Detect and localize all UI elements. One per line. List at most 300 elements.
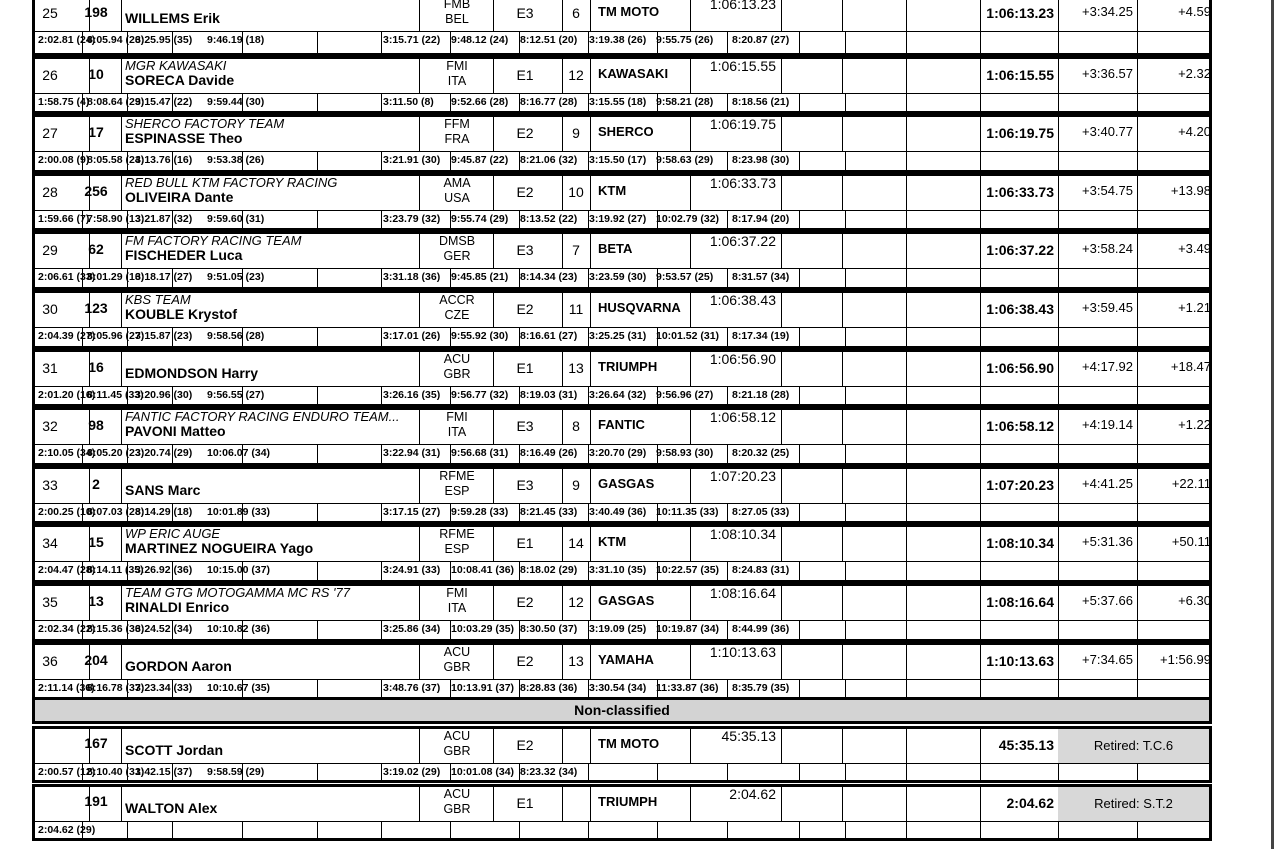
column-divider xyxy=(906,32,907,53)
split-time: 3:42.15 (37) xyxy=(135,766,193,779)
rider-motorcycle: TRIUMPH xyxy=(598,358,658,374)
column-divider xyxy=(1137,621,1138,642)
gap-to-leader: +1.21 xyxy=(1178,300,1211,315)
column-divider xyxy=(799,32,800,53)
column-divider xyxy=(419,410,420,444)
column-divider xyxy=(519,822,520,841)
rider-time: 1:06:15.55 xyxy=(709,57,776,74)
class-rank: 13 xyxy=(568,359,584,376)
class-rank: 13 xyxy=(568,652,584,669)
column-divider xyxy=(980,621,981,642)
split-time: 11:33.87 (36) xyxy=(656,681,719,694)
split-time: 9:52.66 (28) xyxy=(451,95,509,108)
rider-team: WP ERIC AUGE xyxy=(125,526,221,542)
column-divider xyxy=(317,269,318,290)
gap-to-previous: +4:41.25 xyxy=(1082,475,1133,491)
column-divider xyxy=(419,293,420,327)
split-time: 8:07.03 (28) xyxy=(87,505,145,518)
split-time: 8:35.79 (35) xyxy=(732,681,790,694)
row-divider xyxy=(35,386,1209,387)
column-divider xyxy=(121,787,122,821)
rider-nationality: GBR xyxy=(443,366,471,381)
split-time: 2:00.08 (9) xyxy=(38,154,90,167)
rider-motorcycle: HUSQVARNA xyxy=(598,300,681,315)
rider-name: MARTINEZ NOGUEIRA Yago xyxy=(125,540,314,557)
column-divider xyxy=(727,152,728,173)
column-divider xyxy=(727,328,728,349)
column-divider xyxy=(799,211,800,232)
column-divider xyxy=(381,562,382,583)
rider-position: 29 xyxy=(42,242,58,259)
row-divider xyxy=(35,151,1209,152)
split-time: 8:13.52 (22) xyxy=(520,212,578,225)
column-divider xyxy=(906,469,907,503)
rider-time: 1:06:38.43 xyxy=(709,292,776,308)
rider-federation: ACU xyxy=(443,729,471,744)
row-divider xyxy=(35,679,1209,680)
split-time: 8:20.32 (25) xyxy=(732,447,790,460)
split-time: 8:08.64 (29) xyxy=(87,95,145,108)
split-time: 8:18.02 (29) xyxy=(520,564,578,577)
rider-federation: RFME xyxy=(439,527,475,542)
rider-federation: ACU xyxy=(443,351,471,366)
rider-nationality: GBR xyxy=(443,802,471,817)
column-divider xyxy=(381,680,382,701)
column-divider xyxy=(317,211,318,232)
column-divider xyxy=(1137,387,1138,408)
column-divider xyxy=(1137,504,1138,525)
rider-team: TEAM GTG MOTOGAMMA MC RS '77 xyxy=(125,585,350,600)
split-time: 8:21.45 (33) xyxy=(520,505,578,518)
column-divider xyxy=(980,822,981,841)
rider-name: RINALDI Enrico xyxy=(125,599,230,615)
column-divider xyxy=(317,680,318,701)
split-time: 9:53.38 (26) xyxy=(207,154,265,167)
split-time: 8:28.83 (36) xyxy=(520,681,578,694)
column-divider xyxy=(419,586,420,620)
column-divider xyxy=(906,787,907,821)
column-divider xyxy=(657,822,658,841)
column-divider xyxy=(317,822,318,841)
column-divider xyxy=(906,94,907,115)
column-divider xyxy=(590,59,591,93)
rider-motorcycle: BETA xyxy=(598,241,633,257)
column-divider xyxy=(781,645,782,679)
column-divider xyxy=(842,0,843,31)
column-divider xyxy=(781,729,782,763)
rider-federation: ACU xyxy=(443,787,471,802)
column-divider xyxy=(842,352,843,386)
split-time: 2:10.05 (34) xyxy=(38,447,96,460)
split-time: 10:06.07 (34) xyxy=(207,447,271,460)
rider-time: 1:06:19.75 xyxy=(709,116,776,133)
gap-to-leader: +1:56.99 xyxy=(1160,651,1211,667)
column-divider xyxy=(419,352,420,386)
column-divider xyxy=(781,469,782,503)
rider-position: 31 xyxy=(42,359,58,376)
gap-to-previous: +3:36.57 xyxy=(1082,65,1133,81)
column-divider xyxy=(980,328,981,349)
split-time: 2:04.39 (27) xyxy=(38,330,96,342)
rider-number: 204 xyxy=(84,651,108,668)
rider-number: 62 xyxy=(88,241,104,258)
column-divider xyxy=(980,32,981,53)
rider-team: FANTIC FACTORY RACING ENDURO TEAM... xyxy=(125,409,400,425)
row-divider xyxy=(35,268,1209,269)
column-divider xyxy=(493,293,494,327)
class-rank: 8 xyxy=(572,418,580,435)
column-divider xyxy=(493,586,494,620)
column-divider xyxy=(845,152,846,173)
rider-time: 45:35.13 xyxy=(721,728,776,745)
split-time: 9:48.12 (24) xyxy=(451,34,509,46)
split-time: 3:20.70 (29) xyxy=(589,447,647,460)
column-divider xyxy=(1137,269,1138,290)
column-divider xyxy=(1058,504,1059,525)
split-time: 8:44.99 (36) xyxy=(732,623,790,635)
rider-position: 26 xyxy=(42,66,58,83)
split-time: 3:31.18 (36) xyxy=(383,271,441,284)
rider-class: E3 xyxy=(516,242,534,259)
rider-name: PAVONI Matteo xyxy=(125,423,226,440)
rider-motorcycle: TM MOTO xyxy=(598,736,660,752)
rider-block xyxy=(32,173,1212,232)
rider-name: OLIVEIRA Dante xyxy=(125,188,234,205)
column-divider xyxy=(317,621,318,642)
column-divider xyxy=(1058,680,1059,701)
split-time: 9:58.93 (30) xyxy=(656,447,714,460)
column-divider xyxy=(121,59,122,93)
column-divider xyxy=(906,445,907,466)
split-time: 3:23.59 (30) xyxy=(589,271,647,284)
column-divider xyxy=(381,764,382,783)
column-divider xyxy=(781,234,782,268)
column-divider xyxy=(906,527,907,561)
total-time: 1:08:16.64 xyxy=(986,594,1054,610)
column-divider xyxy=(842,645,843,679)
rider-class: E3 xyxy=(516,418,534,435)
column-divider xyxy=(493,234,494,268)
rider-time: 1:10:13.63 xyxy=(709,643,776,660)
column-divider xyxy=(845,328,846,349)
column-divider xyxy=(727,94,728,115)
retired-status: Retired: S.T.2 xyxy=(1058,787,1209,821)
split-time: 10:02.79 (32) xyxy=(656,212,720,225)
class-rank: 6 xyxy=(572,5,580,21)
column-divider xyxy=(799,621,800,642)
rider-nationality: ESP xyxy=(444,542,470,557)
column-divider xyxy=(799,445,800,466)
rider-motorcycle: GASGAS xyxy=(598,475,655,491)
column-divider xyxy=(1058,822,1059,841)
rider-motorcycle: KTM xyxy=(598,534,627,550)
column-divider xyxy=(493,117,494,151)
gap-to-leader: +3.49 xyxy=(1178,241,1211,257)
column-divider xyxy=(980,152,981,173)
split-time: 8:20.87 (27) xyxy=(732,34,790,46)
column-divider xyxy=(317,562,318,583)
column-divider xyxy=(845,32,846,53)
rider-class: E1 xyxy=(516,66,534,83)
column-divider xyxy=(799,680,800,701)
column-divider xyxy=(980,680,981,701)
column-divider xyxy=(980,562,981,583)
column-divider xyxy=(493,787,494,821)
column-divider xyxy=(121,410,122,444)
total-time: 1:06:37.22 xyxy=(986,242,1054,259)
split-time: 8:14.34 (23) xyxy=(520,271,578,284)
rider-number: 123 xyxy=(84,300,108,316)
column-divider xyxy=(419,469,420,503)
rider-block xyxy=(32,0,1212,56)
column-divider xyxy=(842,469,843,503)
split-time: 9:45.87 (22) xyxy=(451,154,509,167)
rider-block xyxy=(32,290,1212,349)
column-divider xyxy=(121,586,122,620)
column-divider xyxy=(1137,562,1138,583)
total-time: 1:06:15.55 xyxy=(986,66,1054,83)
gap-to-previous: +4:17.92 xyxy=(1082,358,1133,374)
column-divider xyxy=(172,822,173,841)
rider-name: WALTON Alex xyxy=(125,800,218,817)
column-divider xyxy=(590,410,591,444)
column-divider xyxy=(906,387,907,408)
column-divider xyxy=(842,586,843,620)
rider-federation: FMB xyxy=(443,0,471,11)
split-time: 10:01.89 (33) xyxy=(207,505,271,518)
rider-position: 28 xyxy=(42,183,58,200)
column-divider xyxy=(1058,562,1059,583)
column-divider xyxy=(317,32,318,53)
split-time: 3:26.92 (36) xyxy=(135,564,193,577)
column-divider xyxy=(121,527,122,561)
rider-number: 13 xyxy=(88,593,104,609)
column-divider xyxy=(906,562,907,583)
rider-block xyxy=(32,642,1212,701)
split-time: 8:19.03 (31) xyxy=(520,388,578,401)
column-divider xyxy=(381,822,382,841)
rider-time: 1:07:20.23 xyxy=(709,467,776,484)
split-time: 10:01.52 (31) xyxy=(656,330,720,342)
column-divider xyxy=(1058,621,1059,642)
column-divider xyxy=(799,387,800,408)
column-divider xyxy=(590,352,591,386)
column-divider xyxy=(906,504,907,525)
split-time: 3:24.52 (34) xyxy=(135,623,193,635)
rider-nationality: ITA xyxy=(447,425,467,440)
split-time: 8:16.49 (26) xyxy=(520,447,578,460)
total-time: 1:08:10.34 xyxy=(986,535,1054,552)
split-time: 3:25.95 (35) xyxy=(135,34,193,46)
column-divider xyxy=(906,269,907,290)
column-divider xyxy=(727,387,728,408)
split-time: 3:23.79 (32) xyxy=(383,212,441,225)
column-divider xyxy=(121,293,122,327)
column-divider xyxy=(381,32,382,53)
total-time: 1:06:38.43 xyxy=(986,301,1054,317)
total-time: 1:06:13.23 xyxy=(986,5,1054,21)
column-divider xyxy=(799,822,800,841)
row-divider xyxy=(35,763,1209,764)
split-time: 8:15.36 (36) xyxy=(87,623,145,635)
column-divider xyxy=(906,211,907,232)
column-divider xyxy=(845,504,846,525)
column-divider xyxy=(121,352,122,386)
rider-motorcycle: YAMAHA xyxy=(598,651,654,667)
column-divider xyxy=(799,328,800,349)
split-time: 9:58.56 (28) xyxy=(207,330,265,342)
column-divider xyxy=(493,645,494,679)
split-time: 2:02.81 (24) xyxy=(38,34,96,46)
split-time: 2:00.25 (10) xyxy=(38,505,96,518)
column-divider xyxy=(781,59,782,93)
rider-class: E2 xyxy=(516,301,534,317)
rider-federation: FMI xyxy=(446,58,468,73)
column-divider xyxy=(121,176,122,210)
split-time: 8:18.56 (21) xyxy=(732,95,790,108)
split-time: 3:25.25 (31) xyxy=(589,330,647,342)
gap-to-previous: +5:31.36 xyxy=(1082,534,1133,550)
split-time: 3:24.91 (33) xyxy=(383,564,441,577)
split-time: 9:59.28 (33) xyxy=(451,505,509,518)
column-divider xyxy=(588,822,589,841)
rider-number: 16 xyxy=(88,358,104,375)
column-divider xyxy=(845,94,846,115)
rider-class: E2 xyxy=(516,183,534,200)
rider-time: 1:06:33.73 xyxy=(709,174,776,191)
rider-name: SANS Marc xyxy=(125,481,201,498)
column-divider xyxy=(493,729,494,763)
split-time: 9:56.96 (27) xyxy=(656,388,714,401)
column-divider xyxy=(121,469,122,503)
column-divider xyxy=(317,94,318,115)
column-divider xyxy=(381,445,382,466)
split-time: 2:01.20 (16) xyxy=(38,388,96,401)
rider-federation: ACU xyxy=(443,644,471,659)
class-rank: 9 xyxy=(572,125,580,142)
column-divider xyxy=(727,822,728,841)
rider-number: 2 xyxy=(92,475,100,492)
rider-nationality: FRA xyxy=(444,132,470,147)
column-divider xyxy=(381,269,382,290)
column-divider xyxy=(845,764,846,783)
column-divider xyxy=(381,152,382,173)
column-divider xyxy=(317,387,318,408)
split-time: 3:22.94 (31) xyxy=(383,447,441,460)
column-divider xyxy=(842,59,843,93)
column-divider xyxy=(906,764,907,783)
rider-block xyxy=(32,349,1212,408)
column-divider xyxy=(381,621,382,642)
split-time: 2:11.14 (36) xyxy=(38,681,95,694)
split-time: 3:21.91 (30) xyxy=(383,154,441,167)
rider-motorcycle: FANTIC xyxy=(598,417,645,433)
split-time: 8:12.51 (20) xyxy=(520,34,578,46)
split-time: 3:17.01 (26) xyxy=(383,330,441,342)
column-divider xyxy=(121,117,122,151)
class-rank: 12 xyxy=(568,594,584,610)
rider-nationality: CZE xyxy=(444,308,470,322)
rider-name: WILLEMS Erik xyxy=(125,10,220,26)
split-time: 9:58.63 (29) xyxy=(656,154,714,167)
retired-status: Retired: T.C.6 xyxy=(1058,729,1209,763)
column-divider xyxy=(799,764,800,783)
gap-to-leader: +4.20 xyxy=(1178,124,1211,140)
column-divider xyxy=(493,527,494,561)
split-time: 10:22.57 (35) xyxy=(656,564,720,577)
total-time: 1:07:20.23 xyxy=(986,476,1054,493)
split-time: 8:30.50 (37) xyxy=(520,623,578,635)
column-divider xyxy=(1137,94,1138,115)
column-divider xyxy=(493,59,494,93)
rider-position: 27 xyxy=(42,125,58,142)
rider-team: FM FACTORY RACING TEAM xyxy=(125,233,302,249)
split-time: 9:56.55 (27) xyxy=(207,388,265,401)
column-divider xyxy=(906,234,907,268)
rider-time: 1:06:58.12 xyxy=(709,409,776,426)
column-divider xyxy=(799,562,800,583)
column-divider xyxy=(493,469,494,503)
column-divider xyxy=(1058,94,1059,115)
rider-name: GORDON Aaron xyxy=(125,657,232,674)
column-divider xyxy=(419,787,420,821)
rider-nationality: ITA xyxy=(447,601,467,615)
split-time: 3:14.29 (18) xyxy=(135,505,193,518)
column-divider xyxy=(906,328,907,349)
column-divider xyxy=(781,352,782,386)
column-divider xyxy=(845,269,846,290)
column-divider xyxy=(121,0,122,31)
rider-class: E2 xyxy=(516,652,534,669)
split-time: 8:01.29 (16) xyxy=(87,271,145,284)
column-divider xyxy=(906,410,907,444)
split-time: 8:16.77 (28) xyxy=(520,95,578,108)
column-divider xyxy=(727,562,728,583)
total-time: 1:06:33.73 xyxy=(986,183,1054,200)
column-divider xyxy=(419,234,420,268)
split-time: 7:58.90 (13) xyxy=(87,212,145,225)
rider-number: 256 xyxy=(84,182,108,199)
gap-to-leader: +6.30 xyxy=(1178,593,1211,608)
split-time: 8:11.45 (33) xyxy=(87,388,144,401)
rider-time: 1:06:13.23 xyxy=(709,0,776,12)
column-divider xyxy=(588,764,589,783)
split-time: 3:17.15 (27) xyxy=(383,505,441,518)
split-time: 9:59.60 (31) xyxy=(207,212,265,225)
row-divider xyxy=(35,444,1209,445)
column-divider xyxy=(590,527,591,561)
column-divider xyxy=(493,0,494,31)
column-divider xyxy=(1137,822,1138,841)
column-divider xyxy=(845,211,846,232)
gap-to-previous: +3:58.24 xyxy=(1082,241,1133,257)
column-divider xyxy=(727,504,728,525)
column-divider xyxy=(906,293,907,327)
rider-federation: FMI xyxy=(446,410,468,425)
split-time: 3:19.09 (25) xyxy=(589,623,647,635)
column-divider xyxy=(419,527,420,561)
rider-number: 15 xyxy=(88,534,104,551)
split-time: 9:58.59 (29) xyxy=(207,766,265,779)
split-time: 9:55.92 (30) xyxy=(451,330,509,342)
split-time: 2:04.62 (29) xyxy=(38,824,96,837)
column-divider xyxy=(906,621,907,642)
split-time: 3:20.96 (30) xyxy=(135,388,193,401)
rider-block xyxy=(32,114,1212,173)
split-time: 3:31.10 (35) xyxy=(589,564,647,577)
rider-federation: DMSB xyxy=(438,234,476,249)
gap-to-previous: +4:19.14 xyxy=(1082,417,1133,433)
